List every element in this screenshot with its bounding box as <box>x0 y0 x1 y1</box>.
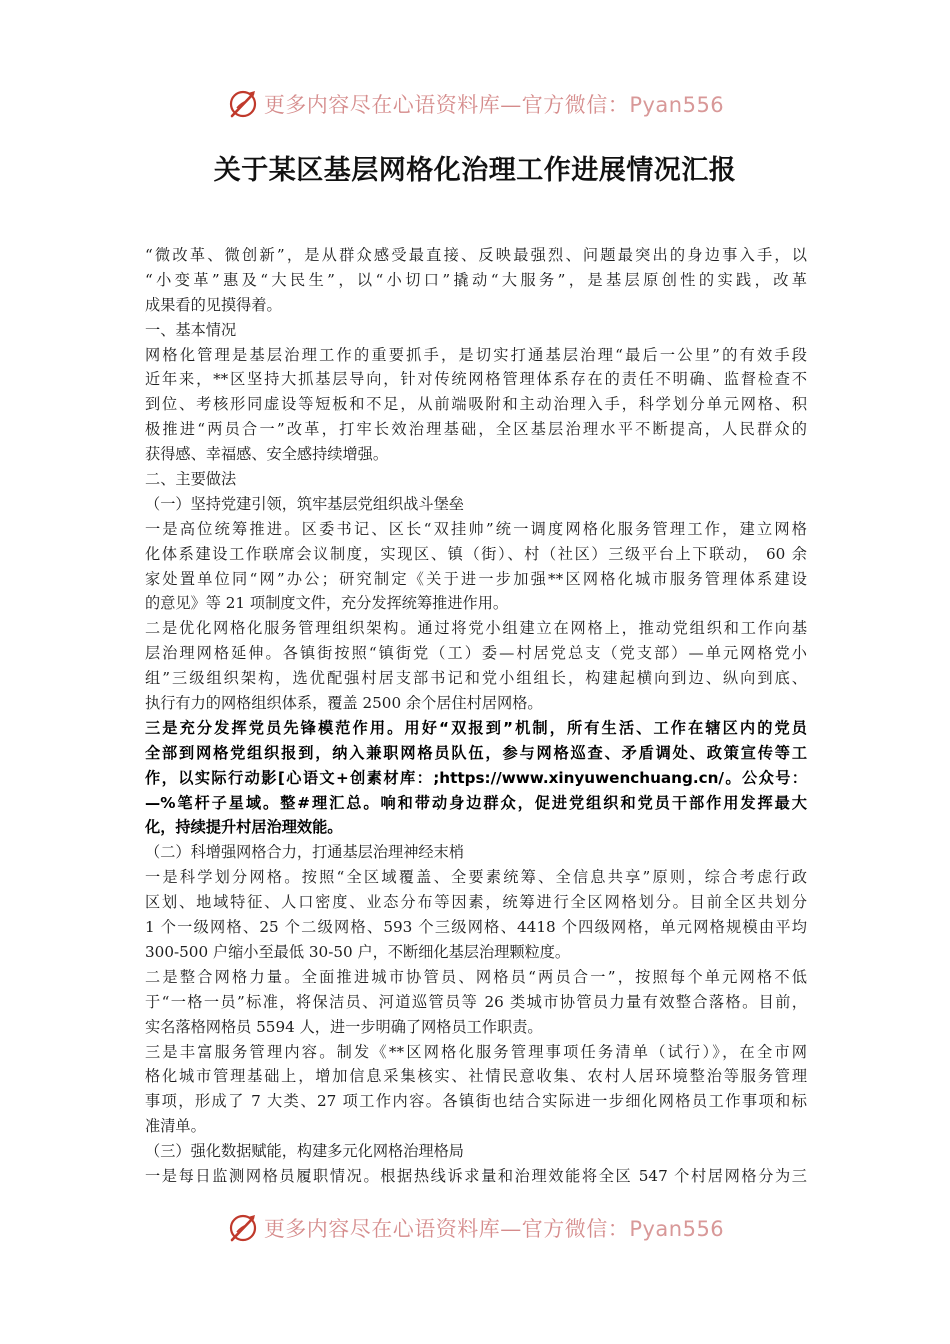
body-text-line: 作，以实际行动影[心语文+创素材库：;https://www.xinyuwenchuang.cn/。公众号： <box>145 768 807 787</box>
body-text-line: 成果看的见摸得着。 <box>145 295 282 314</box>
body-text-line: 获得感、幸福感、安全感持续增强。 <box>145 445 388 464</box>
header-banner <box>0 84 950 124</box>
document-body <box>145 243 807 1189</box>
body-text-line: 家处置单位同“网”办公；研究制定《关于进一步加强**区网格化城市服务管理体系建设 <box>145 569 807 588</box>
body-text-line: 于“一格一员”标准，将保洁员、河道巡管员等 26 类城市协管员力量有效整合落格。目前， <box>145 992 807 1011</box>
body-text-line: 二是优化网格化服务管理组织架构。通过将党小组建立在网格上，推动党组织和工作向基 <box>145 619 807 638</box>
body-text-line: 一是每日监测网格员履职情况。根据热线诉求量和治理效能将全区 547 个村居网格分为三 <box>145 1166 807 1185</box>
body-text-line: 三是充分发挥党员先锋模范作用。用好“双报到”机制，所有生活、工作在辖区内的党员 <box>145 718 807 737</box>
body-text-line: 化，持续提升村居治理效能。 <box>145 818 343 837</box>
footer-banner <box>0 1208 950 1248</box>
header-banner-text: 更多内容尽在心语资料库—官方微信：Pyan556 <box>263 93 725 117</box>
body-text-line: 一、基本情况 <box>145 320 237 339</box>
body-text-line: —%笔杆子星域。整#理汇总。响和带动身边群众，促进党组织和党员干部作用发挥最大 <box>145 793 807 812</box>
body-text-line: 层治理网格延伸。各镇街按照“镇街党（工）委—村居党总支（党支部）—单元网格党小 <box>145 644 807 663</box>
body-text-line: 1 个一级网格、25 个二级网格、593 个三级网格、4418 个四级网格，单元网格规模由平均 <box>145 918 807 937</box>
footer-banner-text: 更多内容尽在心语资料库—官方微信：Pyan556 <box>263 1217 725 1241</box>
body-text-line: 实名落格网格员 5594 人，进一步明确了网格员工作职责。 <box>145 1017 543 1036</box>
body-text-line: 二、主要做法 <box>145 470 237 489</box>
body-text-line: 执行有力的网格组织体系，覆盖 2500 余个居住村居网格。 <box>145 694 543 713</box>
body-text-line: 一是高位统筹推进。区委书记、区长“双挂帅”统一调度网格化服务管理工作，建立网格 <box>145 519 807 538</box>
body-text-line: 事项，形成了 7 大类、27 项工作内容。各镇街也结合实际进一步细化网格员工作事项和标 <box>145 1092 807 1111</box>
body-text-line: 准清单。 <box>145 1117 206 1136</box>
pen-circle-logo-icon <box>226 87 260 121</box>
body-text-line: 的意见》等 21 项制度文件，充分发挥统筹推进作用。 <box>145 594 509 613</box>
body-text-line: 近年来，**区坚持大抓基层导向，针对传统网格管理体系存在的责任不明确、监督检查不 <box>145 370 807 389</box>
body-text-line: 化体系建设工作联席会议制度，实现区、镇（街）、村（社区）三级平台上下联动， 60 余 <box>145 544 807 563</box>
body-text-line: “小变革”惠及“大民生”，以“小切口”撬动“大服务”，是基层原创性的实践，改革 <box>145 270 807 289</box>
body-text-line: 全部到网格党组织报到，纳入兼职网格员队伍，参与网格巡查、矛盾调处、政策宣传等工 <box>145 743 807 762</box>
body-text-line: “微改革、微创新”，是从群众感受最直接、反映最强烈、问题最突出的身边事入手，以 <box>145 246 807 264</box>
body-text-line: 到位、考核形同虚设等短板和不足，从前端吸附和主动治理入手，科学划分单元网格、积 <box>145 395 807 414</box>
body-text-line: （三）强化数据赋能，构建多元化网格治理格局 <box>145 1142 464 1161</box>
body-text-line: 极推进“两员合一”改革，打牢长效治理基础，全区基层治理水平不断提高，人民群众的 <box>145 420 807 439</box>
body-text-line: 一是科学划分网格。按照“全区域覆盖、全要素统筹、全信息共享”原则，综合考虑行政 <box>145 868 807 887</box>
body-text-line: 三是丰富服务管理内容。制发《**区网格化服务管理事项任务清单（试行）》，在全市网 <box>145 1042 807 1061</box>
body-text-line: 区划、地域特征、人口密度、业态分布等因素，统筹进行全区网格划分。目前全区共划分 <box>145 893 807 912</box>
body-text-line: 网格化管理是基层治理工作的重要抓手，是切实打通基层治理“最后一公里”的有效手段 <box>145 345 807 364</box>
pen-circle-logo-icon <box>226 1211 260 1245</box>
body-text-line: （二）科增强网格合力，打通基层治理神经末梢 <box>145 843 464 862</box>
body-text-line: 组”三级组织架构，选优配强村居支部书记和党小组组长，构建起横向到边、纵向到底、 <box>145 669 807 688</box>
document-title: 关于某区基层网格化治理工作进展情况汇报 <box>213 155 737 186</box>
body-text-line: 二是整合网格力量。全面推进城市协管员、网格员“两员合一”，按照每个单元网格不低 <box>145 967 807 986</box>
body-text-line: （一）坚持党建引领，筑牢基层党组织战斗堡垒 <box>145 494 464 513</box>
body-text-line: 格化城市管理基础上，增加信息采集核实、社情民意收集、农村人居环境整治等服务管理 <box>145 1067 807 1086</box>
body-text-line: 300-500 户缩小至最低 30-50 户，不断细化基层治理颗粒度。 <box>145 942 571 961</box>
